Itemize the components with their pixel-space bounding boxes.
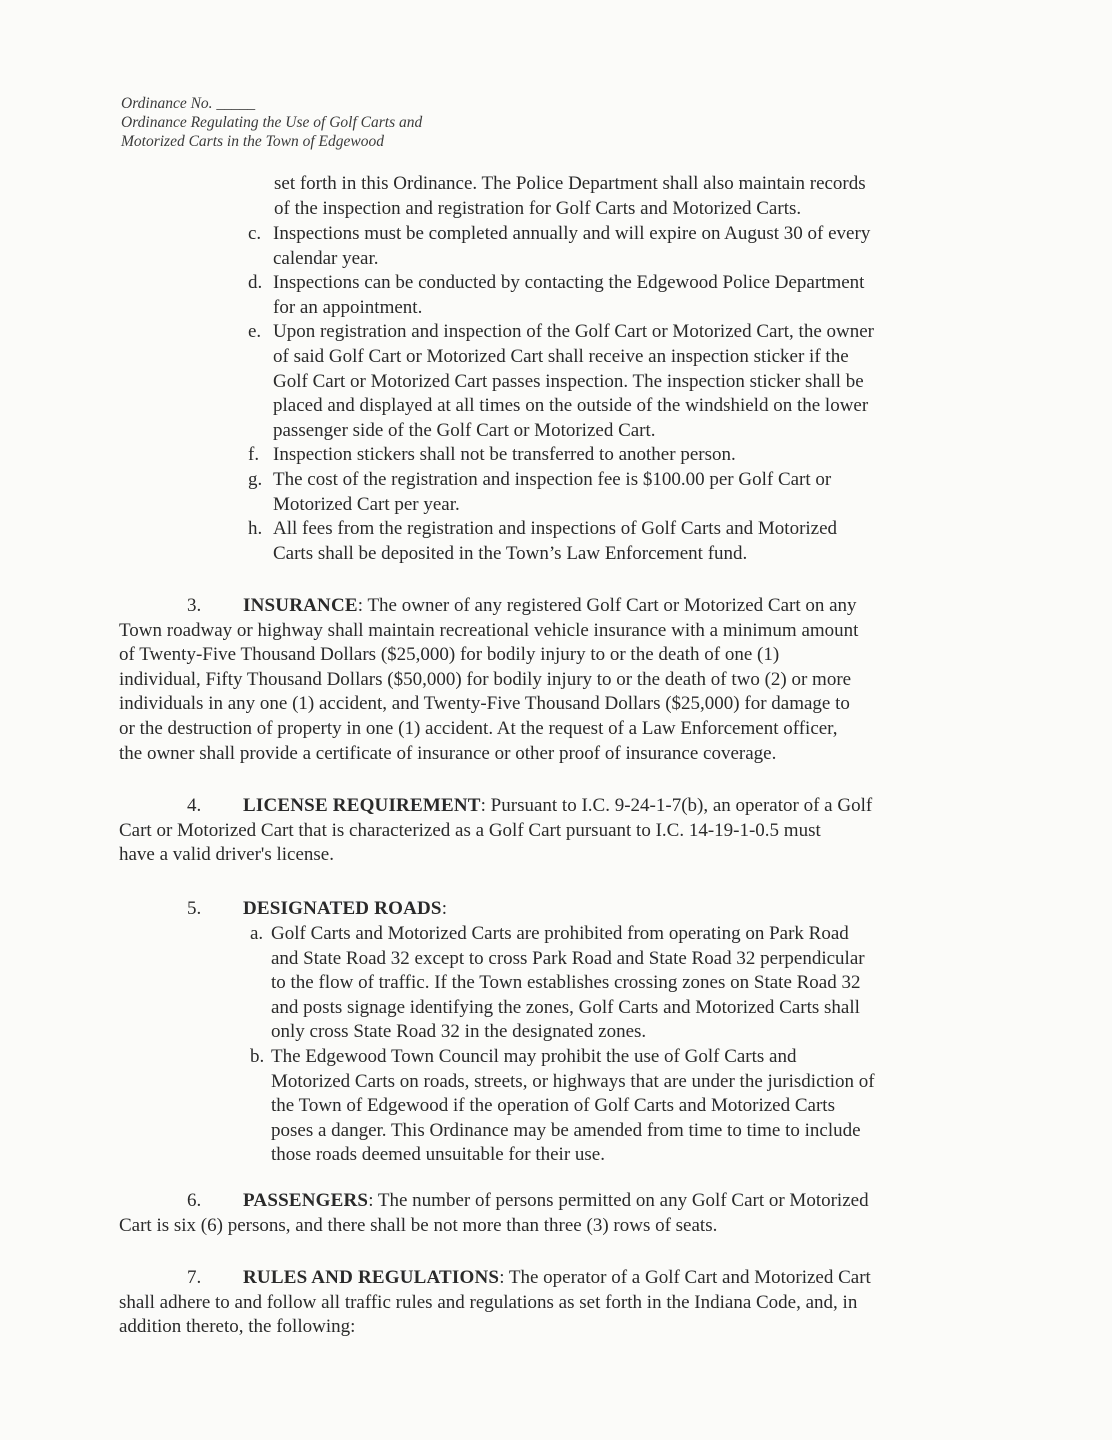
list-label: g. (248, 468, 263, 490)
ordinance-number: Ordinance No. _____ (121, 95, 256, 112)
section-heading: RULES AND REGULATIONS (243, 1267, 500, 1288)
text-line: have a valid driver's license. (119, 844, 334, 866)
text-line: individuals in any one (1) accident, and Twenty-Five Thousand Dollars ($25,000) for damage to (119, 693, 850, 715)
section-number: 5. (187, 898, 202, 919)
text-line: to the flow of traffic. If the Town establishes crossing zones on State Road 32 (271, 972, 861, 994)
text-line: Inspections must be completed annually and will expire on August 30 of every (273, 223, 871, 244)
section-number: 3. (187, 595, 202, 616)
text-line: Golf Cart or Motorized Cart passes inspection. The inspection sticker shall be (273, 370, 864, 392)
text-line: of said Golf Cart or Motorized Cart shall receive an inspection sticker if the (273, 345, 849, 367)
text-line: The cost of the registration and inspection fee is $100.00 per Golf Cart or (273, 468, 832, 490)
list-label: a. (250, 923, 264, 944)
text-line: poses a danger. This Ordinance may be amended from time to time to include (271, 1119, 861, 1141)
section-heading: DESIGNATED ROADS (243, 898, 442, 919)
list-item-h (248, 517, 874, 566)
text-line: The Edgewood Town Council may prohibit the use of Golf Carts and (271, 1045, 797, 1067)
list-label: b. (250, 1045, 265, 1067)
section-designated-roads (119, 897, 979, 922)
ordinance-title-line-2: Motorized Carts in the Town of Edgewood (121, 133, 384, 150)
list-label: c. (248, 223, 262, 244)
text-line: passenger side of the Golf Cart or Motorized Cart. (273, 419, 656, 441)
text-line: only cross State Road 32 in the designated zones. (271, 1021, 647, 1043)
section-insurance (119, 594, 979, 766)
text-line: set forth in this Ordinance. The Police Department shall also maintain records (274, 173, 866, 194)
list-item-d (248, 271, 874, 320)
text-line: calendar year. (273, 247, 379, 269)
document-header (121, 94, 422, 151)
text-line: : The owner of any registered Golf Cart or Motorized Cart on any (357, 595, 857, 616)
text-line: All fees from the registration and inspections of Golf Carts and Motorized (273, 518, 838, 540)
text-line: Cart is six (6) persons, and there shall be not more than three (3) rows of seats. (119, 1214, 718, 1236)
section-heading: LICENSE REQUIREMENT (243, 795, 481, 816)
text-line: : The number of persons permitted on any Golf Cart or Motorized (368, 1190, 869, 1211)
text-line: Carts shall be deposited in the Town’s Law Enforcement fund. (273, 542, 748, 564)
text-line: of the inspection and registration for Golf Carts and Motorized Carts. (274, 197, 802, 219)
text-line: those roads deemed unsuitable for their use. (271, 1144, 605, 1166)
text-line: individual, Fifty Thousand Dollars ($50,000) for bodily injury to or the death of two (2) or more (119, 668, 852, 690)
section-heading: PASSENGERS (243, 1190, 369, 1211)
text-line: Inspections can be conducted by contacting the Edgewood Police Department (273, 272, 865, 294)
text-line: : The operator of a Golf Cart and Motorized Cart (499, 1267, 871, 1288)
section-number: 6. (187, 1190, 202, 1211)
section-number: 4. (187, 795, 202, 816)
inspection-sub-items (248, 222, 874, 566)
list-item-g (248, 468, 874, 517)
text-line: Upon registration and inspection of the Golf Cart or Motorized Cart, the owner (273, 321, 874, 343)
designated-roads-items (250, 922, 875, 1168)
list-item-a (250, 922, 875, 1045)
text-line: addition thereto, the following: (119, 1316, 356, 1338)
section-license-requirement (119, 794, 979, 868)
text-line: placed and displayed at all times on the outside of the windshield on the lower (273, 395, 869, 417)
section-passengers (119, 1189, 979, 1238)
section-heading: INSURANCE (243, 595, 358, 616)
text-line: Motorized Cart per year. (273, 493, 460, 515)
list-item-e (248, 320, 874, 443)
list-item-b (250, 1045, 875, 1168)
heading-colon: : (441, 898, 447, 919)
text-line: Inspection stickers shall not be transferred to another person. (273, 444, 736, 466)
text-line: Town roadway or highway shall maintain recreational vehicle insurance with a minimum amount (119, 619, 859, 641)
text-line: Motorized Carts on roads, streets, or highways that are under the jurisdiction of (271, 1070, 875, 1092)
ordinance-title-line-1: Ordinance Regulating the Use of Golf Carts and (121, 114, 423, 131)
continuation-paragraph (274, 172, 866, 221)
list-label: f. (248, 444, 260, 466)
text-line: the owner shall provide a certificate of insurance or other proof of insurance coverage. (119, 742, 777, 764)
section-rules-and-regulations (119, 1266, 979, 1340)
list-label: e. (248, 321, 262, 343)
text-line: shall adhere to and follow all traffic rules and regulations as set forth in the Indiana Code, and, in (119, 1291, 858, 1313)
text-line: the Town of Edgewood if the operation of Golf Carts and Motorized Carts (271, 1095, 835, 1117)
text-line: : Pursuant to I.C. 9-24-1-7(b), an operator of a Golf (480, 795, 873, 816)
list-item-c (248, 222, 874, 271)
text-line: Cart or Motorized Cart that is characterized as a Golf Cart pursuant to I.C. 14-19-1-0.5 must (119, 819, 821, 841)
text-line: for an appointment. (273, 296, 423, 318)
text-line: and posts signage identifying the zones, Golf Carts and Motorized Carts shall (271, 996, 860, 1018)
text-line: Golf Carts and Motorized Carts are prohibited from operating on Park Road (271, 923, 849, 944)
text-line: or the destruction of property in one (1) accident. At the request of a Law Enforcement officer, (119, 717, 838, 739)
list-label: d. (248, 272, 263, 294)
section-number: 7. (187, 1267, 202, 1288)
text-line: and State Road 32 except to cross Park Road and State Road 32 perpendicular (271, 947, 865, 969)
list-item-f (248, 443, 874, 468)
list-label: h. (248, 518, 263, 540)
text-line: of Twenty-Five Thousand Dollars ($25,000) for bodily injury to or the death of one (1) (119, 644, 780, 666)
